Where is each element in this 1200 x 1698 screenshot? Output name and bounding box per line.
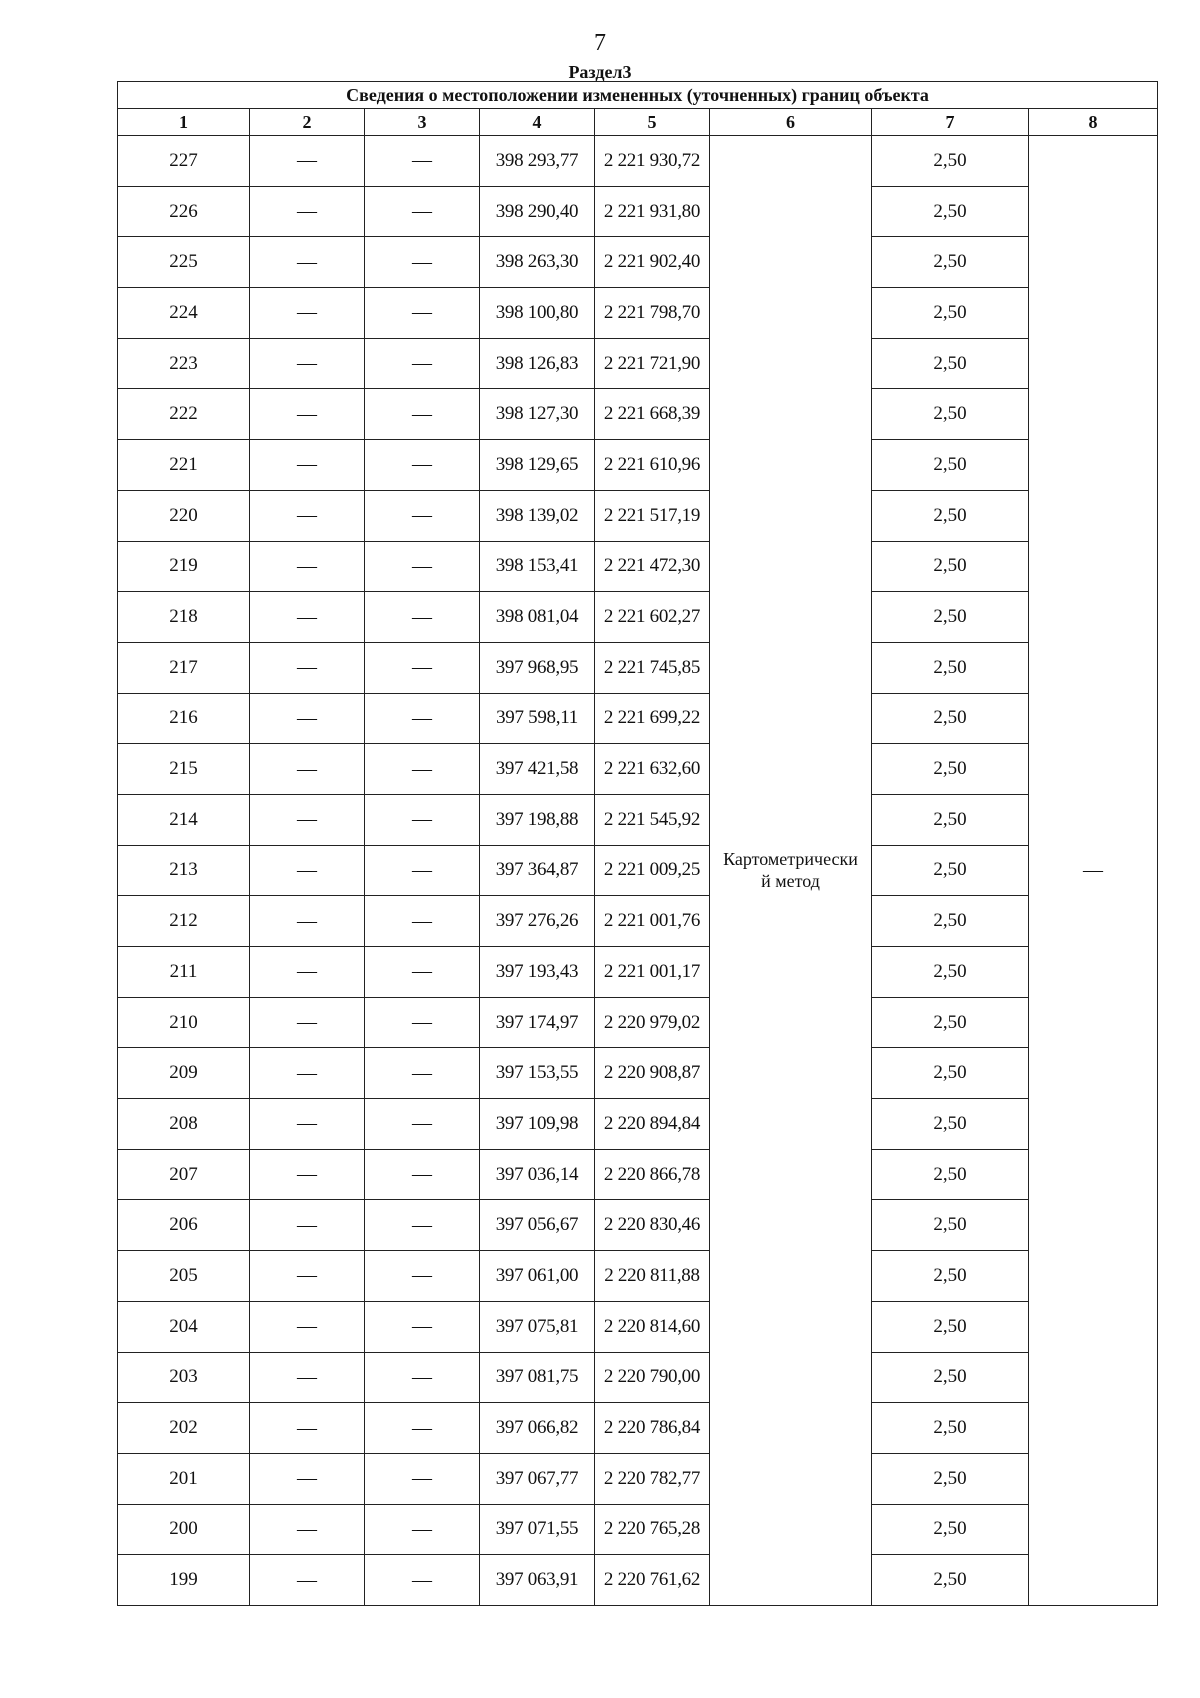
x-coordinate-cell: 397 063,91 (480, 1555, 595, 1606)
table-row (118, 338, 1158, 389)
accuracy-cell: 2,50 (872, 1504, 1029, 1555)
y-coordinate-cell: 2 220 814,60 (595, 1301, 710, 1352)
table-row (118, 541, 1158, 592)
accuracy-cell: 2,50 (872, 338, 1029, 389)
accuracy-cell: 2,50 (872, 1251, 1029, 1302)
accuracy-cell: 2,50 (872, 1352, 1029, 1403)
column-2-cell: — (250, 1555, 365, 1606)
x-coordinate-cell: 397 036,14 (480, 1149, 595, 1200)
x-coordinate-cell: 397 174,97 (480, 997, 595, 1048)
y-coordinate-cell: 2 220 790,00 (595, 1352, 710, 1403)
table-row (118, 1504, 1158, 1555)
accuracy-cell: 2,50 (872, 896, 1029, 947)
accuracy-cell: 2,50 (872, 947, 1029, 998)
column-2-cell: — (250, 1453, 365, 1504)
column-header-7: 7 (872, 109, 1029, 136)
column-3-cell: — (365, 338, 480, 389)
table-caption: Сведения о местоположении измененных (уточненных) границ объекта (118, 82, 1158, 109)
y-coordinate-cell: 2 221 745,85 (595, 642, 710, 693)
column-header-5: 5 (595, 109, 710, 136)
point-number-cell: 199 (118, 1555, 250, 1606)
column-2-cell: — (250, 1301, 365, 1352)
point-number-cell: 213 (118, 845, 250, 896)
accuracy-cell: 2,50 (872, 1301, 1029, 1352)
table-row (118, 1099, 1158, 1150)
method-text-line-2: й метод (761, 871, 820, 892)
column-2-cell: — (250, 490, 365, 541)
accuracy-cell: 2,50 (872, 288, 1029, 339)
method-text-line-1: Картометрически (723, 849, 858, 870)
accuracy-cell: 2,50 (872, 389, 1029, 440)
point-number-cell: 212 (118, 896, 250, 947)
table-row (118, 1453, 1158, 1504)
y-coordinate-cell: 2 220 761,62 (595, 1555, 710, 1606)
y-coordinate-cell: 2 221 798,70 (595, 288, 710, 339)
column-2-cell: — (250, 1251, 365, 1302)
column-header-6: 6 (710, 109, 872, 136)
accuracy-cell: 2,50 (872, 440, 1029, 491)
y-coordinate-cell: 2 221 721,90 (595, 338, 710, 389)
x-coordinate-cell: 398 081,04 (480, 592, 595, 643)
column-2-cell: — (250, 896, 365, 947)
point-number-cell: 211 (118, 947, 250, 998)
x-coordinate-cell: 397 109,98 (480, 1099, 595, 1150)
column-3-cell: — (365, 1453, 480, 1504)
column-2-cell: — (250, 541, 365, 592)
x-coordinate-cell: 397 153,55 (480, 1048, 595, 1099)
column-2-cell: — (250, 186, 365, 237)
y-coordinate-cell: 2 220 782,77 (595, 1453, 710, 1504)
y-coordinate-cell: 2 220 894,84 (595, 1099, 710, 1150)
x-coordinate-cell: 398 139,02 (480, 490, 595, 541)
x-coordinate-cell: 397 193,43 (480, 947, 595, 998)
accuracy-cell: 2,50 (872, 136, 1029, 187)
point-number-cell: 224 (118, 288, 250, 339)
accuracy-cell: 2,50 (872, 592, 1029, 643)
point-number-cell: 207 (118, 1149, 250, 1200)
table-row (118, 1200, 1158, 1251)
accuracy-cell: 2,50 (872, 1453, 1029, 1504)
table-caption-row (118, 82, 1158, 109)
page-number: 7 (594, 30, 606, 56)
y-coordinate-cell: 2 220 786,84 (595, 1403, 710, 1454)
y-coordinate-cell: 2 221 001,17 (595, 947, 710, 998)
column-header-1: 1 (118, 109, 250, 136)
column-2-cell: — (250, 845, 365, 896)
accuracy-cell: 2,50 (872, 794, 1029, 845)
column-2-cell: — (250, 440, 365, 491)
accuracy-cell: 2,50 (872, 744, 1029, 795)
point-number-cell: 225 (118, 237, 250, 288)
accuracy-cell: 2,50 (872, 1099, 1029, 1150)
x-coordinate-cell: 397 061,00 (480, 1251, 595, 1302)
column-2-cell: — (250, 389, 365, 440)
column-2-cell: — (250, 338, 365, 389)
column-3-cell: — (365, 794, 480, 845)
accuracy-cell: 2,50 (872, 1403, 1029, 1454)
x-coordinate-cell: 398 153,41 (480, 541, 595, 592)
y-coordinate-cell: 2 221 602,27 (595, 592, 710, 643)
x-coordinate-cell: 397 071,55 (480, 1504, 595, 1555)
table-row (118, 642, 1158, 693)
column-3-cell: — (365, 288, 480, 339)
x-coordinate-cell: 397 364,87 (480, 845, 595, 896)
column-3-cell: — (365, 1251, 480, 1302)
column-2-cell: — (250, 1200, 365, 1251)
accuracy-cell: 2,50 (872, 1555, 1029, 1606)
y-coordinate-cell: 2 221 632,60 (595, 744, 710, 795)
column-3-cell: — (365, 592, 480, 643)
x-coordinate-cell: 397 598,11 (480, 693, 595, 744)
point-number-cell: 201 (118, 1453, 250, 1504)
x-coordinate-cell: 398 126,83 (480, 338, 595, 389)
column-2-cell: — (250, 642, 365, 693)
column-2-cell: — (250, 1149, 365, 1200)
accuracy-cell: 2,50 (872, 642, 1029, 693)
table-row (118, 997, 1158, 1048)
column-header-8: 8 (1029, 109, 1158, 136)
point-number-cell: 210 (118, 997, 250, 1048)
column-3-cell: — (365, 1403, 480, 1454)
table-row (118, 1149, 1158, 1200)
x-coordinate-cell: 397 066,82 (480, 1403, 595, 1454)
accuracy-cell: 2,50 (872, 997, 1029, 1048)
x-coordinate-cell: 397 198,88 (480, 794, 595, 845)
column-3-cell: — (365, 1200, 480, 1251)
point-number-cell: 223 (118, 338, 250, 389)
column-3-cell: — (365, 1504, 480, 1555)
accuracy-cell: 2,50 (872, 1149, 1029, 1200)
x-coordinate-cell: 398 129,65 (480, 440, 595, 491)
column-3-cell: — (365, 744, 480, 795)
column-2-cell: — (250, 592, 365, 643)
column-3-cell: — (365, 1048, 480, 1099)
y-coordinate-cell: 2 220 830,46 (595, 1200, 710, 1251)
x-coordinate-cell: 397 075,81 (480, 1301, 595, 1352)
method-cell (710, 136, 872, 1606)
table-row (118, 1403, 1158, 1454)
point-number-cell: 203 (118, 1352, 250, 1403)
x-coordinate-cell: 397 067,77 (480, 1453, 595, 1504)
table-row (118, 389, 1158, 440)
boundary-coordinates-table (117, 81, 1158, 1606)
point-number-cell: 200 (118, 1504, 250, 1555)
y-coordinate-cell: 2 220 979,02 (595, 997, 710, 1048)
column-3-cell: — (365, 1352, 480, 1403)
column-3-cell: — (365, 440, 480, 491)
column-2-cell: — (250, 794, 365, 845)
y-coordinate-cell: 2 220 908,87 (595, 1048, 710, 1099)
table-row (118, 136, 1158, 187)
y-coordinate-cell: 2 220 765,28 (595, 1504, 710, 1555)
column-2-cell: — (250, 1504, 365, 1555)
y-coordinate-cell: 2 221 545,92 (595, 794, 710, 845)
column-2-cell: — (250, 1099, 365, 1150)
column-2-cell: — (250, 237, 365, 288)
point-number-cell: 205 (118, 1251, 250, 1302)
column-3-cell: — (365, 845, 480, 896)
column-2-cell: — (250, 136, 365, 187)
y-coordinate-cell: 2 221 610,96 (595, 440, 710, 491)
table-row (118, 1352, 1158, 1403)
column-2-cell: — (250, 947, 365, 998)
x-coordinate-cell: 398 290,40 (480, 186, 595, 237)
x-coordinate-cell: 397 968,95 (480, 642, 595, 693)
column-3-cell: — (365, 186, 480, 237)
x-coordinate-cell: 397 081,75 (480, 1352, 595, 1403)
y-coordinate-cell: 2 221 668,39 (595, 389, 710, 440)
accuracy-cell: 2,50 (872, 186, 1029, 237)
y-coordinate-cell: 2 221 009,25 (595, 845, 710, 896)
column-3-cell: — (365, 642, 480, 693)
point-number-cell: 216 (118, 693, 250, 744)
column-header-4: 4 (480, 109, 595, 136)
column-3-cell: — (365, 997, 480, 1048)
table-row (118, 947, 1158, 998)
y-coordinate-cell: 2 220 811,88 (595, 1251, 710, 1302)
column-2-cell: — (250, 693, 365, 744)
point-number-cell: 218 (118, 592, 250, 643)
table-row (118, 490, 1158, 541)
accuracy-cell: 2,50 (872, 1048, 1029, 1099)
table-row (118, 896, 1158, 947)
y-coordinate-cell: 2 221 902,40 (595, 237, 710, 288)
table-row (118, 186, 1158, 237)
point-number-cell: 209 (118, 1048, 250, 1099)
table-row (118, 288, 1158, 339)
column-header-3: 3 (365, 109, 480, 136)
x-coordinate-cell: 398 263,30 (480, 237, 595, 288)
section-title: Раздел3 (568, 62, 632, 82)
column-3-cell: — (365, 1301, 480, 1352)
column-3-cell: — (365, 541, 480, 592)
point-number-cell: 226 (118, 186, 250, 237)
accuracy-cell: 2,50 (872, 237, 1029, 288)
x-coordinate-cell: 397 276,26 (480, 896, 595, 947)
column-number-row (118, 109, 1158, 136)
column-3-cell: — (365, 947, 480, 998)
column-header-2: 2 (250, 109, 365, 136)
table-row (118, 1251, 1158, 1302)
column-3-cell: — (365, 1149, 480, 1200)
column-3-cell: — (365, 136, 480, 187)
accuracy-cell: 2,50 (872, 693, 1029, 744)
accuracy-cell: 2,50 (872, 541, 1029, 592)
column-2-cell: — (250, 288, 365, 339)
point-number-cell: 202 (118, 1403, 250, 1454)
accuracy-cell: 2,50 (872, 1200, 1029, 1251)
point-number-cell: 206 (118, 1200, 250, 1251)
point-number-cell: 215 (118, 744, 250, 795)
accuracy-cell: 2,50 (872, 490, 1029, 541)
column-3-cell: — (365, 389, 480, 440)
y-coordinate-cell: 2 221 930,72 (595, 136, 710, 187)
table-row (118, 1301, 1158, 1352)
x-coordinate-cell: 398 127,30 (480, 389, 595, 440)
point-number-cell: 204 (118, 1301, 250, 1352)
column-2-cell: — (250, 1352, 365, 1403)
column-3-cell: — (365, 237, 480, 288)
point-number-cell: 219 (118, 541, 250, 592)
x-coordinate-cell: 397 056,67 (480, 1200, 595, 1251)
column-3-cell: — (365, 896, 480, 947)
table-row (118, 794, 1158, 845)
x-coordinate-cell: 397 421,58 (480, 744, 595, 795)
point-number-cell: 227 (118, 136, 250, 187)
table-row (118, 592, 1158, 643)
table-row (118, 1555, 1158, 1606)
y-coordinate-cell: 2 221 931,80 (595, 186, 710, 237)
table-row (118, 237, 1158, 288)
point-number-cell: 217 (118, 642, 250, 693)
y-coordinate-cell: 2 220 866,78 (595, 1149, 710, 1200)
point-number-cell: 214 (118, 794, 250, 845)
point-number-cell: 221 (118, 440, 250, 491)
column-3-cell: — (365, 693, 480, 744)
table-row (118, 744, 1158, 795)
table-row (118, 845, 1158, 896)
column-8-cell: — (1029, 136, 1158, 1606)
column-2-cell: — (250, 997, 365, 1048)
column-2-cell: — (250, 1048, 365, 1099)
column-2-cell: — (250, 744, 365, 795)
y-coordinate-cell: 2 221 472,30 (595, 541, 710, 592)
column-3-cell: — (365, 1555, 480, 1606)
point-number-cell: 208 (118, 1099, 250, 1150)
column-3-cell: — (365, 490, 480, 541)
y-coordinate-cell: 2 221 001,76 (595, 896, 710, 947)
point-number-cell: 222 (118, 389, 250, 440)
table-row (118, 440, 1158, 491)
y-coordinate-cell: 2 221 517,19 (595, 490, 710, 541)
table-row (118, 693, 1158, 744)
table-row (118, 1048, 1158, 1099)
x-coordinate-cell: 398 100,80 (480, 288, 595, 339)
column-3-cell: — (365, 1099, 480, 1150)
y-coordinate-cell: 2 221 699,22 (595, 693, 710, 744)
accuracy-cell: 2,50 (872, 845, 1029, 896)
x-coordinate-cell: 398 293,77 (480, 136, 595, 187)
column-2-cell: — (250, 1403, 365, 1454)
point-number-cell: 220 (118, 490, 250, 541)
